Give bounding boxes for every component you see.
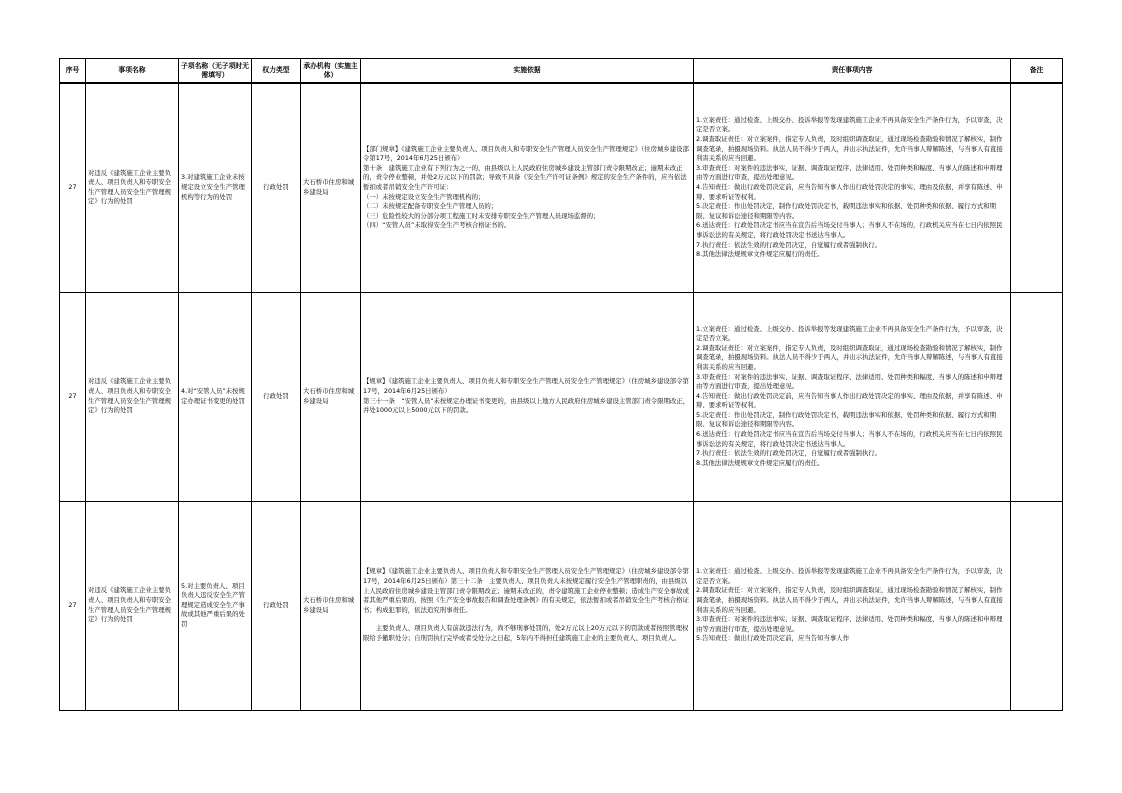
row-agency: 大石桥市住房和城乡建设局 [301, 83, 361, 292]
header-sub-item: 子项名称（无子项时无需填写） [179, 59, 252, 84]
row-no: 27 [60, 292, 86, 501]
basis-line: 【规章】《建筑施工企业主要负责人、项目负责人和专职安全生产管理人员安全生产管理规定》（住房城乡建设部令第17号，2014年6月25日颁布）第三十二条 主要负责人、项目负责人未按规定履行安全生产管理职责的，由县级以上人民政府住房城乡建设主管部门责令限期改正；逾期未改正的，责令建筑施工企业停业整顿；造成生产安全事故或者其他严重后果的，按照《生产安全事故报告和调查处理条例》的有关规定，依法暂扣或者吊销安全生产考核合格证书；构成犯罪的，依法追究刑事责任。 [363, 567, 689, 614]
row-sub-item: 5.对主要负责人、项目负责人违反安全生产管理规定造成安全生产事故或其他严重后果的处罚 [179, 501, 252, 710]
table-row [60, 501, 1063, 710]
basis-line: 第三十一条 “安管人员”未按规定办理证书变更的，由县级以上地方人民政府住房城乡建设主管部门责令限期改正，并处1000元以上5000元以下的罚款。 [363, 396, 690, 415]
basis-line: （三）危险性较大的分部分项工程施工时未安排专职安全生产管理人员现场监督的； [363, 211, 600, 220]
table-row [60, 83, 1063, 292]
row-sub-item: 3.对建筑施工企业未按规定设立安全生产管理机构等行为的处罚 [179, 83, 252, 292]
basis-line: （二）未按规定配备专职安全生产管理人员的； [363, 202, 498, 211]
responsibility-line: 2.调查取证责任：对立案案件，指定专人负责，及时组织调查取证，通过现场检查勘验和情况了解核实，制作调查笔录，拍摄现场资料。执法人员不得少于两人，并出示执法证件，允许当事人辩解陈述，与当事人有直接利害关系的应当回避。 [696, 586, 1003, 614]
responsibility-line: 2.调查取证责任：对立案案件，指定专人负责，及时组织调查取证，通过现场检查勘验和情况了解核实，制作调查笔录，拍摄现场资料。执法人员不得少于两人，并出示执法证件，允许当事人辩解陈述，与当事人有直接利害关系的应当回避。 [696, 134, 1003, 163]
responsibility-line: 3.审查责任：对案件的违法事实、证据、调查取证程序、法律适用、处罚种类和幅度、当事人的陈述和申辩理由等方面进行审查，提出处理意见。 [696, 615, 1003, 633]
row-agency: 大石桥市住房和城乡建设局 [301, 501, 361, 710]
row-no: 27 [60, 501, 86, 710]
header-basis: 实施依据 [361, 59, 694, 84]
header-row [60, 59, 1063, 84]
responsibility-line: 1.立案责任：通过检查、上级交办、投诉举报等发现建筑施工企业不再具备安全生产条件行为，予以审查，决定是否立案。 [696, 324, 1003, 343]
basis-line: （一）未按规定设立安全生产管理机构的； [363, 192, 485, 201]
table-row [60, 292, 1063, 501]
row-item-name: 对违反《建筑施工企业主要负责人、项目负责人和专职安全生产管理人员安全生产管理规定》行为的处罚 [86, 83, 179, 292]
row-responsibility [694, 501, 1011, 710]
row-agency: 大石桥市住房和城乡建设局 [301, 292, 361, 501]
row-remarks [1011, 83, 1063, 292]
header-remarks: 备注 [1011, 59, 1063, 84]
responsibility-line: 5.告知责任：做出行政处罚决定前，应当告知当事人作 [696, 634, 850, 643]
row-basis [361, 501, 694, 710]
power-list-table [59, 58, 1063, 711]
row-sub-item: 4.对“安管人员”未按规定办理证书变更的处罚 [179, 292, 252, 501]
responsibility-line: 7.执行责任：依法生效的行政处罚决定，自觉履行或者强制执行。 [696, 449, 882, 458]
header-no: 序号 [60, 59, 86, 84]
header-item-name: 事项名称 [86, 59, 179, 84]
row-basis [361, 292, 694, 501]
basis-line: 第十条 建筑施工企业有下列行为之一的，由县级以上人民政府住房城乡建设主管部门责令限期改正；逾期未改正的，责令停业整顿，并处2万元以下的罚款；导致不具备《安全生产许可证条例》规定的安全生产条件的，应当依法暂扣或者吊销安全生产许可证： [363, 163, 687, 191]
responsibility-line: 8.其他法律法规规章文件规定应履行的责任。 [696, 458, 824, 467]
row-remarks [1011, 501, 1063, 710]
responsibility-line: 2.调查取证责任：对立案案件，指定专人负责，及时组织调查取证，通过现场检查勘验和情况了解核实，制作调查笔录，拍摄现场资料。执法人员不得少于两人，并出示执法证件，允许当事人辩解陈述，与当事人有直接利害关系的应当回避。 [696, 343, 1003, 371]
responsibility-line: 8.其他法律法规规章文件规定应履行的责任。 [696, 250, 824, 259]
basis-line: 【部门规章】《建筑施工企业主要负责人、项目负责人和专职安全生产管理人员安全生产管理规定》（住房城乡建设部令第17号，2014年6月25日颁布） [363, 144, 689, 163]
row-responsibility [694, 83, 1011, 292]
header-power-type: 权力类型 [252, 59, 301, 84]
basis-line: 【规章】《建筑施工企业主要负责人、项目负责人和专职安全生产管理人员安全生产管理规定》（住房城乡建设部令第17号，2014年6月25日颁布） [363, 377, 689, 395]
responsibility-line: 4.告知责任：做出行政处罚决定前，应当告知当事人作出行政处罚决定的事实、理由及依据，并享有陈述、申辩、要求听证等权利。 [696, 391, 1003, 410]
basis-line: （四）“安管人员”未取得安全生产考核合格证书的。 [363, 221, 511, 230]
row-power-type: 行政处罚 [252, 292, 301, 501]
responsibility-line: 1.立案责任：通过检查、上级交办、投诉举报等发现建筑施工企业不再具备安全生产条件行为，予以审查，决定是否立案。 [696, 567, 1003, 585]
row-power-type: 行政处罚 [252, 83, 301, 292]
responsibility-line: 4.告知责任：做出行政处罚决定前，应当告知当事人作出行政处罚决定的事实、理由及依据，并享有陈述、申辩、要求听证等权利。 [696, 182, 1003, 201]
basis-line: 主要负责人、项目负责人有前款违法行为，尚不够刑事处罚的，处2万元以上20万元以下的罚款或者按照管理权限给予撤职处分；自刑罚执行完毕或者受处分之日起，5年内不得担任建筑施工企业的主要负责人、项目负责人。 [363, 624, 689, 642]
header-agency: 承办机构（实施主体） [301, 59, 361, 84]
responsibility-line: 3.审查责任：对案件的违法事实、证据、调查取证程序、法律适用、处罚种类和幅度、当事人的陈述和申辩理由等方面进行审查，提出处理意见。 [696, 372, 1003, 391]
row-basis [361, 83, 694, 292]
responsibility-line: 1.立案责任：通过检查、上级交办、投诉举报等发现建筑施工企业不再具备安全生产条件行为，予以审查，决定是否立案。 [696, 115, 1003, 134]
responsibility-line: 5.决定责任：作出处罚决定，制作行政处罚决定书，载明违法事实和依据、处罚种类和依据、履行方式和期限、复议和诉讼途径和期限等内容。 [696, 202, 997, 220]
responsibility-line: 5.决定责任：作出处罚决定，制作行政处罚决定书，载明违法事实和依据、处罚种类和依据、履行方式和期限、复议和诉讼途径和期限等内容。 [696, 410, 997, 429]
row-responsibility [694, 292, 1011, 501]
row-no: 27 [60, 83, 86, 292]
row-item-name: 对违反《建筑施工企业主要负责人、项目负责人和专职安全生产管理人员安全生产管理规定》行为的处罚 [86, 292, 179, 501]
responsibility-line: 3.审查责任：对案件的违法事实、证据、调查取证程序、法律适用、处罚种类和幅度、当事人的陈述和申辩理由等方面进行审查，提出处理意见。 [696, 163, 1003, 182]
responsibility-line: 7.执行责任：依法生效的行政处罚决定，自觉履行或者强制执行。 [696, 240, 882, 249]
row-power-type: 行政处罚 [252, 501, 301, 710]
responsibility-line: 6.送达责任：行政处罚决定书应当在宣告后当场交付当事人；当事人不在场的，行政机关应当在七日内依照民事诉讼法的有关规定，将行政处罚决定书送达当事人。 [696, 430, 1003, 448]
row-remarks [1011, 292, 1063, 501]
responsibility-line: 6.送达责任：行政处罚决定书应当在宣告后当场交付当事人；当事人不在场的，行政机关应当在七日内依照民事诉讼法的有关规定，将行政处罚决定书送达当事人。 [696, 221, 1003, 239]
row-item-name: 对违反《建筑施工企业主要负责人、项目负责人和专职安全生产管理人员安全生产管理规定》行为的处罚 [86, 501, 179, 710]
header-responsibility: 责任事项内容 [694, 59, 1011, 84]
